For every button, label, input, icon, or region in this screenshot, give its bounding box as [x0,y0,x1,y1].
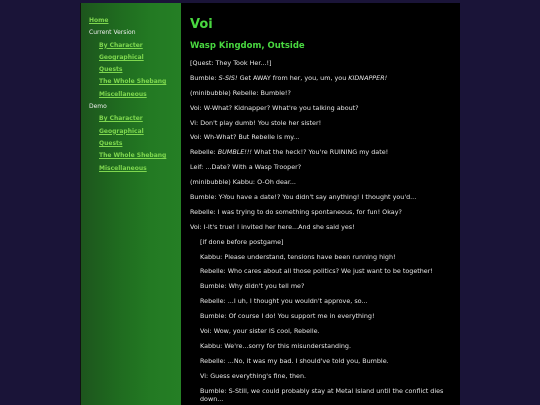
dialogue-line [190,104,454,112]
dialogue-line: Rebelle: ...No, it was my bad. I should've told you, Bumble. [200,356,389,365]
dialogue-text: Leif: ...Date? With a Wasp Trooper? [190,163,302,172]
dialogue-line: Bumble: Of course I do! You support me in everything! [200,312,375,321]
dialogue-line [190,193,454,201]
dialogue-line [190,163,454,171]
dialogue-line [190,223,454,231]
dialogue-line: Rebelle: Who cares about all those politics? We just want to be together! [200,267,433,276]
demo-geographical-link[interactable]: Geographical [99,127,144,135]
dialogue-line: Voi: Wow, your sister IS cool, Rebelle. [200,327,320,336]
dialogue-line: Vi: Guess everything's fine, then. [200,371,307,380]
current-quests-link[interactable]: Quests [99,66,123,74]
demo-label: Demo [89,103,107,111]
dialogue-line [190,59,454,67]
current-miscellaneous-link[interactable]: Miscellaneous [99,90,147,98]
dialogue-text: Bumble: Y-You have a date!? You didn't say anything! I thought you'd... [190,193,417,202]
dialogue-line [190,74,454,82]
current-by-character-link[interactable]: By Character [99,41,143,49]
demo-miscellaneous-link[interactable]: Miscellaneous [99,164,147,172]
dialogue-text: Rebelle: I was trying to do something spontaneous, for fun! Okay? [190,207,402,216]
dialogue-text: [Quest: They Took Her...!] [190,59,272,67]
dialogue-emphasis: BUMBLE!!! [217,148,252,157]
nav-home-link[interactable]: Home [89,17,109,24]
dialogue-line: Rebelle: ...I uh, I thought you wouldn't approve, so... [200,297,368,306]
dialogue-line [190,208,454,216]
demo-whole-shebang-link[interactable]: The Whole Shebang [99,152,167,160]
dialogue-text: Bumble: [190,73,219,82]
current-geographical-link[interactable]: Geographical [99,53,144,61]
sidebar-nav [80,3,181,405]
dialogue-text: What the heck!? You're RUINING my date! [252,148,389,157]
dialogue-text: Get AWAY from her, you, um, you [237,73,349,82]
dialogue-text: Voi: W-What? Kidnapper? What're you talking about? [190,103,359,112]
page-container [80,3,460,405]
dialogue-emphasis: KIDNAPPER! [348,73,388,82]
dialogue-text: Vi: Don't play dumb! You stole her sister! [190,118,322,127]
dialogue-text: (minibubble) Rebelle: Bumble!? [190,88,291,97]
dialogue-text: Voi: I-It's true! I invited her here...And she said yes! [190,222,355,231]
demo-quests-link[interactable]: Quests [99,139,123,147]
dialogue-text: Voi: Wh-What? But Rebelle is my... [190,133,300,142]
dialogue-text: (minibubble) Kabbu: O-Oh dear... [190,178,296,187]
dialogue-line [190,133,454,141]
dialogue-emphasis: S-SIS! [218,73,238,82]
dialogue-line: Kabbu: Please understand, tensions have been running high! [200,252,396,261]
dialogue-line [190,148,454,156]
page-title: Voi [190,17,213,32]
main-content [181,3,460,405]
dialogue-line: Bumble: S-Still, we could probably stay at Metal Island until the conflict dies down... [200,386,444,403]
current-whole-shebang-link[interactable]: The Whole Shebang [99,78,167,86]
location-subtitle: Wasp Kingdom, Outside [190,41,305,51]
dialogue-line [190,178,454,186]
dialogue-text: Rebelle: [190,148,218,157]
demo-by-character-link[interactable]: By Character [99,115,143,123]
current-version-label: Current Version [89,29,136,37]
dialogue-line: Bumble: Why didn't you tell me? [200,282,305,291]
dialogue-line [190,89,454,97]
dialogue-line [190,119,454,127]
dialogue-line: Kabbu: We're...sorry for this misunderstanding. [200,341,352,350]
condition-line: [if done before postgame] [200,237,284,246]
